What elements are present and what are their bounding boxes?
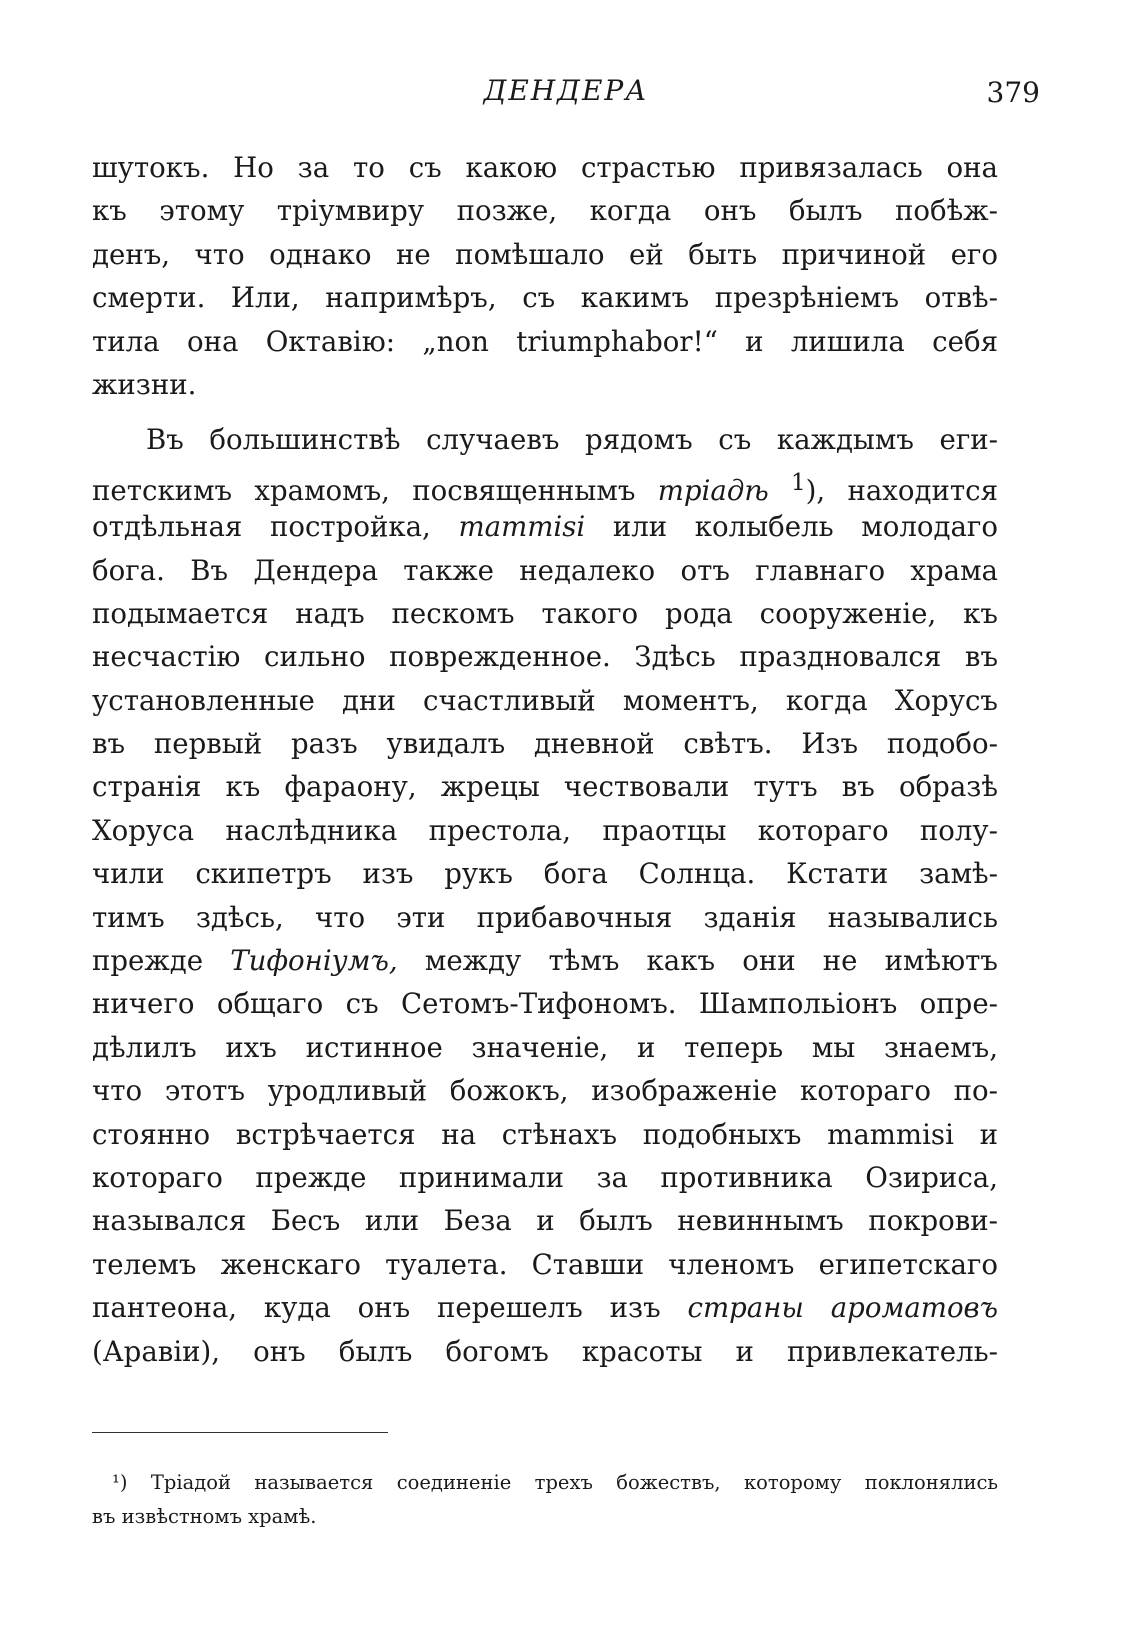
text-line: что этотъ уродливый божокъ, изображеніе котораго по- <box>92 1074 998 1108</box>
text-line: ничего общаго съ Сетомъ-Тифономъ. Шампольіонъ опре- <box>92 987 998 1021</box>
footnote-text: Тріадой называется соединеніе трехъ божествъ, которому поклонялись <box>150 1471 998 1494</box>
text-line: странія къ фараону, жрецы чествовали тутъ въ образѣ <box>92 770 998 804</box>
text-line: подымается надъ пескомъ такого рода сооруженіе, къ <box>92 596 998 630</box>
text-line <box>92 1286 998 1329</box>
running-head <box>92 74 1040 114</box>
text-run: ), находится <box>805 473 998 507</box>
page-number: 379 <box>986 76 1040 109</box>
text-line: въ первый разъ увидалъ дневной свѣтъ. Изъ подобо- <box>92 727 998 761</box>
text-run: пантеона, куда онъ перешелъ изъ <box>92 1291 661 1325</box>
italic-term-mammisi: mammisi <box>458 510 586 544</box>
text-line <box>92 939 998 982</box>
text-line: Въ большинствѣ случаевъ рядомъ съ каждымъ еги- <box>146 423 998 457</box>
text-line: дѣлилъ ихъ истинное значеніе, и теперь мы знаемъ, <box>92 1030 998 1064</box>
text-line <box>92 462 998 505</box>
footnote-line <box>92 1466 998 1500</box>
text-run: петскимъ храмомъ, посвященнымъ <box>92 473 636 507</box>
running-title: ДЕНДЕРА <box>483 74 649 107</box>
footnotes <box>92 1466 998 1534</box>
text-line: шутокъ. Но за то съ какою страстью привязалась она <box>92 151 998 184</box>
text-line: къ этому тріумвиру позже, когда онъ былъ побѣж- <box>92 194 998 228</box>
footnote-marker: ¹) <box>112 1471 128 1494</box>
text-run: между тѣмъ какъ они не имѣютъ <box>424 944 998 978</box>
body-text <box>92 146 998 1373</box>
italic-term-triad: тріадѣ <box>657 473 769 507</box>
text-line: денъ, что однако не помѣшало ей быть причиной его <box>92 237 998 271</box>
text-line: установленные дни счастливый моментъ, когда Хорусъ <box>92 683 998 717</box>
footnote-line: въ извѣстномъ храмѣ. <box>92 1505 317 1528</box>
text-line: стоянно встрѣчается на стѣнахъ подобныхъ mammisi и <box>92 1117 998 1151</box>
text-line: смерти. Или, напримѣръ, съ какимъ презрѣніемъ отвѣ- <box>92 281 998 315</box>
text-run: прежде <box>92 944 204 978</box>
italic-term-typhonium: Тифоніумъ, <box>230 944 398 978</box>
text-line: (Аравіи), онъ былъ богомъ красоты и привлекатель- <box>92 1334 998 1368</box>
text-line <box>92 505 998 548</box>
footnote-divider <box>92 1432 388 1433</box>
text-line: телемъ женскаго туалета. Ставши членомъ египетскаго <box>92 1247 998 1281</box>
text-line: котораго прежде принимали за противника Озириса, <box>92 1160 998 1194</box>
text-line: назывался Бесъ или Беза и былъ невиннымъ покрови- <box>92 1204 998 1238</box>
text-line: чили скипетръ изъ рукъ бога Солнца. Кстати замѣ- <box>92 857 998 891</box>
text-run: отдѣльная постройка, <box>92 510 431 544</box>
text-line: несчастію сильно поврежденное. Здѣсь праздновался въ <box>92 640 998 674</box>
text-line: Хоруса наслѣдника престола, праотцы котораго полу- <box>92 813 998 847</box>
text-run: или колыбель молодаго <box>612 510 998 544</box>
text-line: тила она Октавію: „non triumphabor!“ и лишила себя <box>92 324 998 358</box>
text-line: жизни. <box>92 367 197 401</box>
text-line: тимъ здѣсь, что эти прибавочныя зданія назывались <box>92 900 998 934</box>
italic-term-land-of-aromas: страны ароматовъ <box>687 1291 999 1325</box>
footnote-ref[interactable]: 1 <box>790 469 806 496</box>
text-line: бога. Въ Дендера также недалеко отъ главнаго храма <box>92 553 998 587</box>
